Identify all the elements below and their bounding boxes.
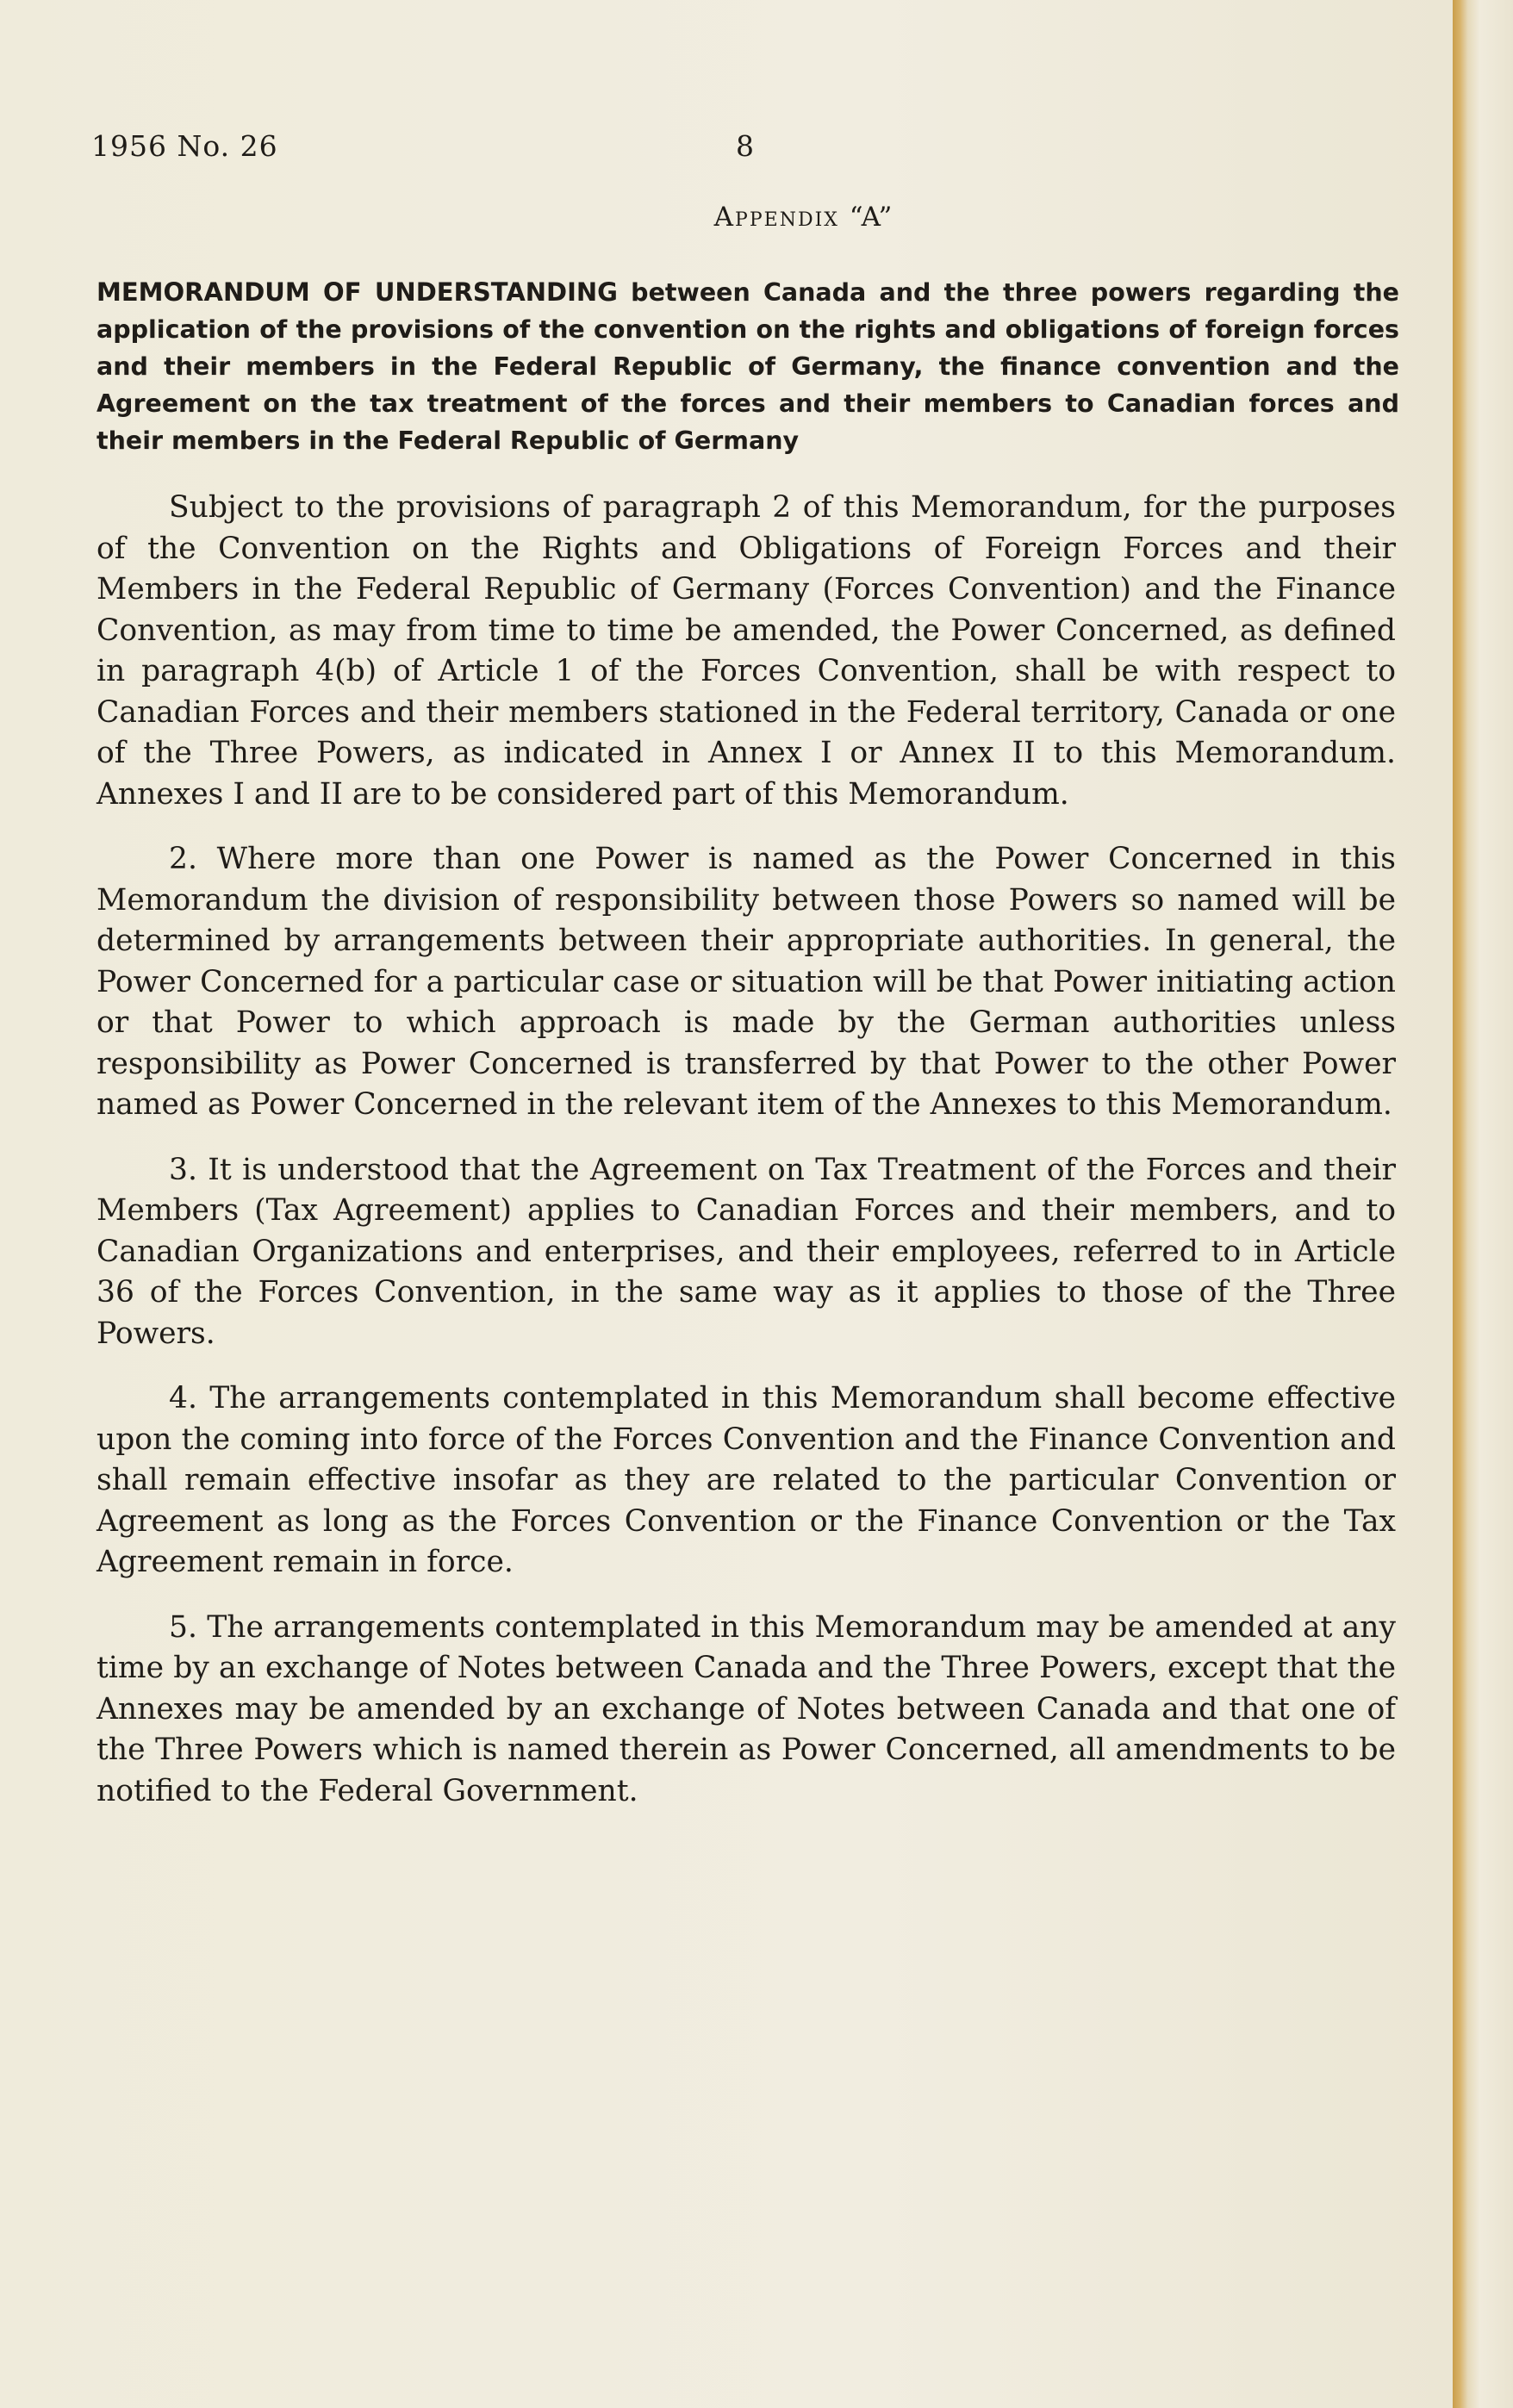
memorandum-body — [97, 488, 1396, 1836]
statute-number: 1956 No. 26 — [91, 129, 278, 163]
paragraph-3: 3. It is understood that the Agreement on Tax Treatment of the Forces and their Members (Tax Agreement) applies to Canadian Forces and their members, and to Canadian Organizations and enterprises, and their employees, referred to in Article 36 of the Forces Convention, in the same way as it applies to those of the Three Powers. — [97, 1152, 1396, 1351]
memorandum-title — [97, 274, 1399, 459]
paragraph-4: 4. The arrangements contemplated in this Memorandum shall become effective upon the coming into force of the Forces Convention and the Finance Convention and shall remain effective insofar as they are related to the particular Convention or Agreement as long as the Forces Convention or the Finance Convention or the Tax Agreement remain in force. — [97, 1381, 1396, 1579]
book-spine-edge — [1453, 0, 1513, 2408]
memorandum-title-rest: between Canada and the three powers regarding the application of the provisions of the convention on the rights and obligations of foreign forces and their members in the Federal Republic of Germany, the finance convention and the Agreement on the tax treatment of the forces and their members to Canadian forces and their members in the Federal Republic of Germany — [97, 278, 1399, 455]
memorandum-title-caps: MEMORANDUM OF UNDERSTANDING — [97, 277, 618, 307]
paragraph-2: 2. Where more than one Power is named as the Power Concerned in this Memorandum the division of responsibility between those Powers so named will be determined by arrangements between their appropriate authorities. In general, the Power Concerned for a particular case or situation will be that Power initiating action or that Power to which approach is made by the German authorities unless responsibility as Power Concerned is transferred by that Power to the other Power named as Power Concerned in the relevant item of the Annexes to this Memorandum. — [97, 842, 1396, 1122]
page-header — [91, 129, 1401, 172]
page-number: 8 — [736, 129, 754, 163]
paragraph-5: 5. The arrangements contemplated in this Memorandum may be amended at any time by an exchange of Notes between Canada and the Three Powers, except that the Annexes may be amended by an exchange of Notes between Canada and that one of the Three Powers which is named therein as Power Concerned, all amendments to be notified to the Federal Government. — [97, 1609, 1396, 1808]
appendix-title: Appendix “A” — [713, 202, 894, 233]
paragraph-1: Subject to the provisions of paragraph 2 of this Memorandum, for the purposes of the Convention on the Rights and Obligations of Foreign Forces and their Members in the Federal Republic of Germany (Forces Convention) and the Finance Convention, as may from time to time be amended, the Power Concerned, as defined in paragraph 4(b) of Article 1 of the Forces Convention, shall be with respect to Canadian Forces and their members stationed in the Federal territory, Canada or one of the Three Powers, as indicated in Annex I or Annex II to this Memorandum. Annexes I and II are to be considered part of this Memorandum. — [97, 490, 1396, 812]
